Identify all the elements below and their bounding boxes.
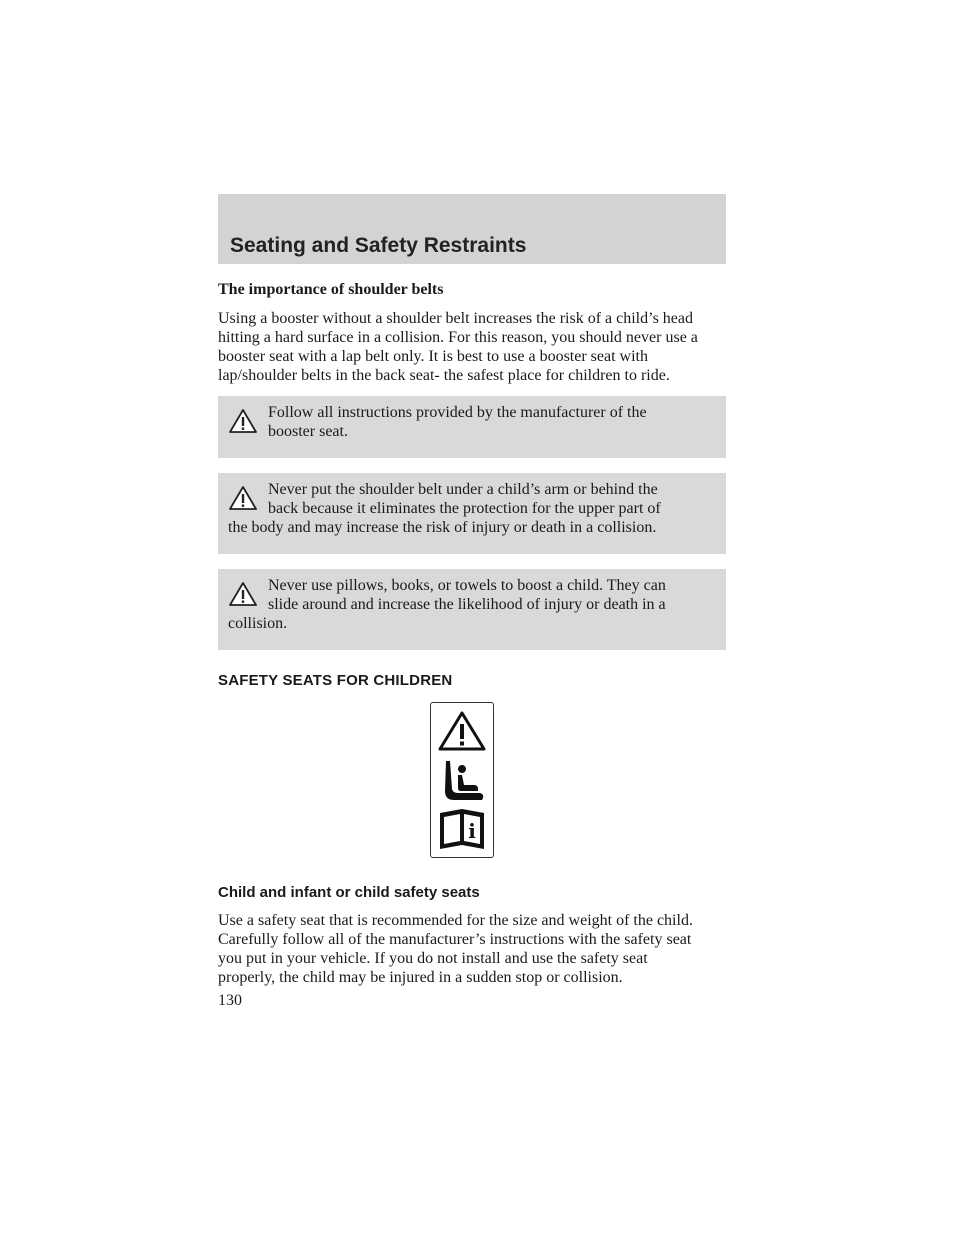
info-i-label: i (468, 819, 476, 843)
child-seats-heading: Child and infant or child safety seats (218, 884, 480, 901)
header-title: Seating and Safety Restraints (230, 234, 527, 257)
warning-box-3 (218, 569, 726, 650)
warning-3-line2: slide around and increase the likelihood of injury or death in a (268, 596, 666, 613)
warning-3-rest: collision. (228, 615, 288, 632)
warning-2-line2: back because it eliminates the protection for the upper part of (268, 500, 661, 517)
warning-2-line1: Never put the shoulder belt under a child’s arm or behind the (268, 481, 658, 498)
safety-symbols-box (430, 702, 494, 858)
warning-triangle-icon (228, 581, 258, 607)
warning-2-rest: the body and may increase the risk of injury or death in a collision. (228, 519, 657, 536)
warning-box-1 (218, 396, 726, 458)
warning-1-rest: booster seat. (268, 423, 348, 440)
safety-seats-title: SAFETY SEATS FOR CHILDREN (218, 672, 453, 689)
child-seats-body: Use a safety seat that is recommended for the size and weight of the child. Carefully follow all of the manufacturer’s instructions with the safety seat you put in your vehicle. If you do not install and use the safety seat properly, the child may be injured in a sudden stop or collision. (218, 912, 693, 986)
warning-box-2 (218, 473, 726, 554)
warning-triangle-icon (228, 408, 258, 434)
page-header (218, 194, 726, 264)
shoulder-belts-heading: The importance of shoulder belts (218, 281, 444, 298)
shoulder-belts-body: Using a booster without a shoulder belt increases the risk of a child’s head hitting a hard surface in a collision. For this reason, you should never use a booster seat with a lap belt only. It is best to use a booster seat with lap/shoulder belts in the back seat- the safest place for children to ride. (218, 310, 698, 384)
manual-info-icon (436, 807, 488, 853)
warning-symbol-icon (436, 709, 488, 753)
child-seat-icon (436, 755, 488, 805)
warning-3-line1: Never use pillows, books, or towels to boost a child. They can (268, 577, 666, 594)
warning-triangle-icon (228, 485, 258, 511)
page-content (218, 280, 726, 987)
page-number: 130 (218, 992, 242, 1009)
warning-1-line1: Follow all instructions provided by the manufacturer of the (268, 404, 647, 421)
